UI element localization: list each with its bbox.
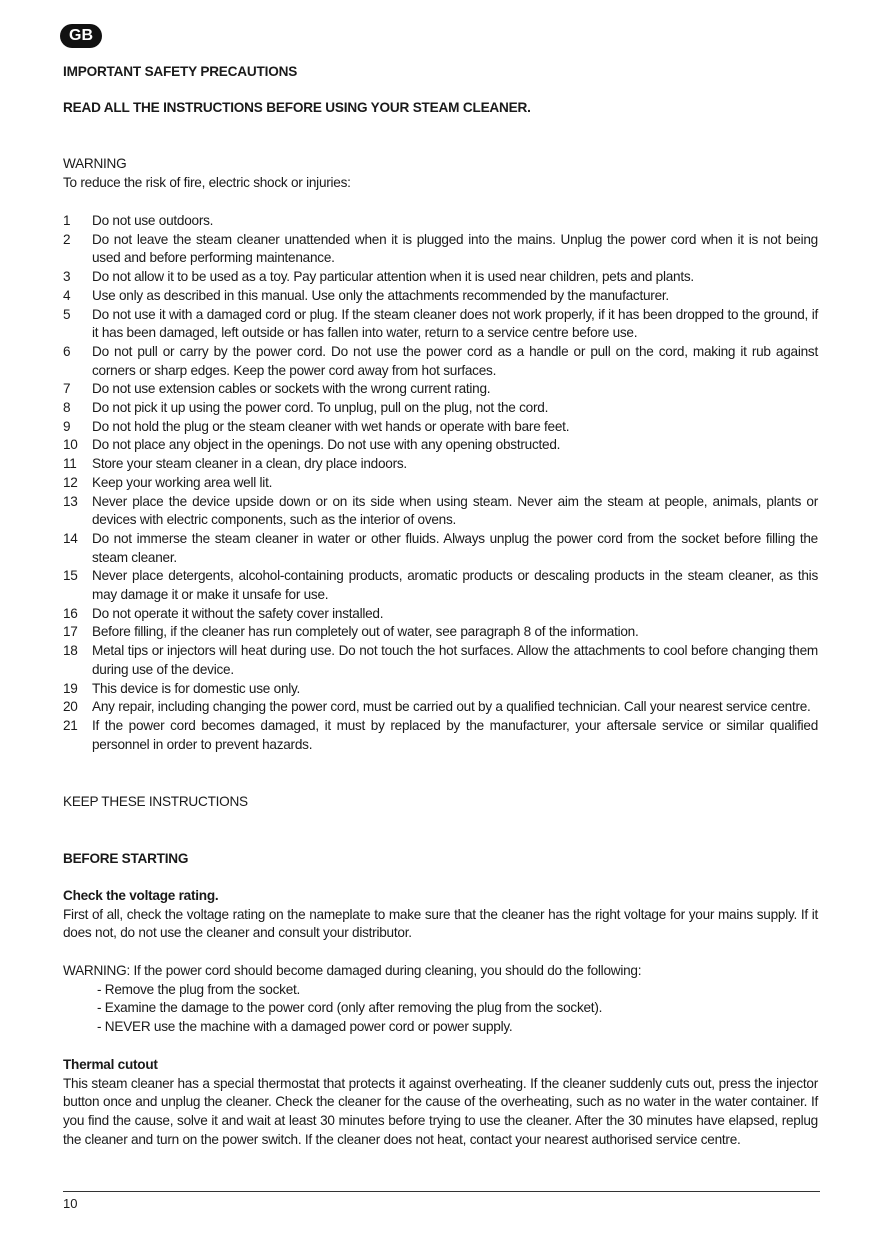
rule-number: 1: [63, 213, 71, 228]
safety-rule-item: [63, 306, 818, 343]
rule-number: 13: [63, 493, 78, 509]
rule-number: 3: [63, 269, 71, 285]
keep-instructions: KEEP THESE INSTRUCTIONS: [63, 794, 248, 809]
safety-rule-item: [63, 530, 818, 567]
safety-rule-item: [63, 698, 818, 717]
safety-rule-item: [63, 231, 818, 268]
safety-rule-item: [63, 567, 818, 604]
thermal-heading: Thermal cutout: [63, 1057, 158, 1072]
safety-rule-item: [63, 287, 818, 306]
rule-number: 20: [63, 699, 78, 715]
warning-intro: To reduce the risk of fire, electric shock or injuries:: [63, 174, 351, 190]
rule-text: Before filling, if the cleaner has run completely out of water, see paragraph 8 of the information.: [92, 624, 639, 640]
rule-number: 15: [63, 568, 78, 584]
safety-rule-item: [63, 680, 818, 699]
rule-text: Never place the device upside down or on its side when using steam. Never aim the steam at people, animals, plants or devices with electric components, such as the interior of ovens.: [92, 493, 818, 528]
before-starting-heading: BEFORE STARTING: [63, 851, 189, 866]
safety-rule-item: [63, 642, 818, 679]
rule-text: This device is for domestic use only.: [92, 680, 301, 696]
safety-rule-item: [63, 436, 818, 455]
safety-rule-item: [63, 343, 818, 380]
rule-text: Use only as described in this manual. Use only the attachments recommended by the manufacturer.: [92, 287, 669, 303]
damage-warning: WARNING: If the power cord should become damaged during cleaning, you should do the following:: [63, 963, 642, 978]
rule-text: Do not immerse the steam cleaner in water or other fluids. Always unplug the power cord from the socket before filling the steam cleaner.: [92, 530, 818, 565]
damage-steps-list: [63, 981, 818, 1037]
safety-rule-item: [63, 623, 818, 642]
safety-rule-item: [63, 212, 818, 231]
rule-text: Do not hold the plug or the steam cleaner with wet hands or operate with bare feet.: [92, 418, 570, 434]
rule-number: 8: [63, 400, 71, 416]
voltage-heading: Check the voltage rating.: [63, 888, 219, 903]
safety-rule-item: [63, 399, 818, 418]
rule-number: 18: [63, 643, 78, 659]
thermal-section: [63, 1056, 818, 1150]
rule-text: Store your steam cleaner in a clean, dry place indoors.: [92, 456, 407, 472]
safety-rule-item: [63, 717, 818, 754]
rule-text: If the power cord becomes damaged, it must by replaced by the manufacturer, your aftersale service or similar qualified personnel in order to prevent hazards.: [92, 717, 818, 752]
voltage-section: [63, 887, 818, 943]
safety-rule-item: [63, 605, 818, 624]
voltage-text: First of all, check the voltage rating on the nameplate to make sure that the cleaner has the right voltage for your mains supply. If it does not, do not use the cleaner and consult your distributor.: [63, 906, 818, 941]
rule-text: Do not pull or carry by the power cord. Do not use the power cord as a handle or pull on the cord, making it rub against corners or sharp edges. Keep the power cord away from hot surfaces.: [92, 343, 818, 378]
rule-text: Do not place any object in the openings. Do not use with any opening obstructed.: [92, 437, 561, 453]
damage-warning-section: [63, 962, 818, 1037]
rule-text: Do not pick it up using the power cord. To unplug, pull on the plug, not the cord.: [92, 400, 549, 416]
page-number: 10: [63, 1196, 78, 1211]
rule-text: Never place detergents, alcohol-containing products, aromatic products or descaling products in the steam cleaner, as this may damage it or make it unsafe for use.: [92, 568, 818, 603]
rule-text: Metal tips or injectors will heat during use. Do not touch the hot surfaces. Allow the attachments to cool before changing them during use of the device.: [92, 643, 818, 677]
rule-number: 10: [63, 437, 78, 453]
page-subtitle: READ ALL THE INSTRUCTIONS BEFORE USING YOUR STEAM CLEANER.: [63, 100, 531, 115]
damage-step: - Remove the plug from the socket.: [97, 981, 301, 997]
warning-heading: WARNING: [63, 156, 127, 171]
safety-rules: [63, 212, 818, 754]
rule-text: Do not leave the steam cleaner unattended when it is plugged into the mains. Unplug the power cord when it is not being used and before performing maintenance.: [92, 231, 818, 266]
rule-number: 14: [63, 530, 78, 546]
safety-rule-item: [63, 418, 818, 437]
rule-number: 17: [63, 624, 78, 640]
rule-number: 16: [63, 605, 78, 621]
safety-rule-item: [63, 474, 818, 493]
language-badge: GB: [60, 24, 102, 48]
thermal-text: This steam cleaner has a special thermostat that protects it against overheating. If the cleaner suddenly cuts out, press the injector button once and unplug the cleaner. Check the cleaner for the cause of the overheating, such as no water in the water container. If you find the cause, solve it and wait at least 30 minutes before trying to use the cleaner. After the 30 minutes have elapsed, replug the cleaner and turn on the power switch. If the cleaner does not heat, contact your nearest authorised service centre.: [63, 1075, 818, 1147]
rule-number: 9: [63, 418, 71, 434]
page-title: IMPORTANT SAFETY PRECAUTIONS: [63, 64, 298, 79]
damage-step: - NEVER use the machine with a damaged power cord or power supply.: [97, 1019, 513, 1035]
rule-text: Do not allow it to be used as a toy. Pay particular attention when it is used near children, pets and plants.: [92, 269, 694, 285]
rule-number: 7: [63, 381, 71, 397]
rule-text: Keep your working area well lit.: [92, 474, 273, 490]
rule-number: 19: [63, 680, 78, 696]
rule-text: Do not operate it without the safety cover installed.: [92, 605, 384, 621]
rule-text: Any repair, including changing the power cord, must be carried out by a qualified technician. Call your nearest service centre.: [92, 699, 811, 715]
safety-rule-item: [63, 380, 818, 399]
damage-step: - Examine the damage to the power cord (only after removing the plug from the socket).: [97, 1000, 603, 1016]
rule-number: 2: [63, 231, 71, 247]
footer-divider: [63, 1191, 820, 1192]
safety-rule-item: [63, 268, 818, 287]
rule-number: 11: [63, 456, 77, 472]
rule-number: 12: [63, 474, 78, 490]
rule-number: 21: [63, 717, 78, 733]
rule-number: 6: [63, 343, 71, 359]
safety-rules-list: [63, 212, 818, 754]
rule-number: 4: [63, 287, 71, 303]
safety-rule-item: [63, 493, 818, 530]
warning-section: [63, 155, 818, 192]
rule-text: Do not use it with a damaged cord or plug. If the steam cleaner does not work properly, if it has been dropped to the ground, if it has been damaged, left outside or has fallen into water, return to a service centre before use.: [92, 306, 818, 341]
rule-text: Do not use outdoors.: [92, 213, 214, 228]
rule-text: Do not use extension cables or sockets with the wrong current rating.: [92, 381, 491, 397]
safety-rule-item: [63, 455, 818, 474]
rule-number: 5: [63, 306, 71, 322]
